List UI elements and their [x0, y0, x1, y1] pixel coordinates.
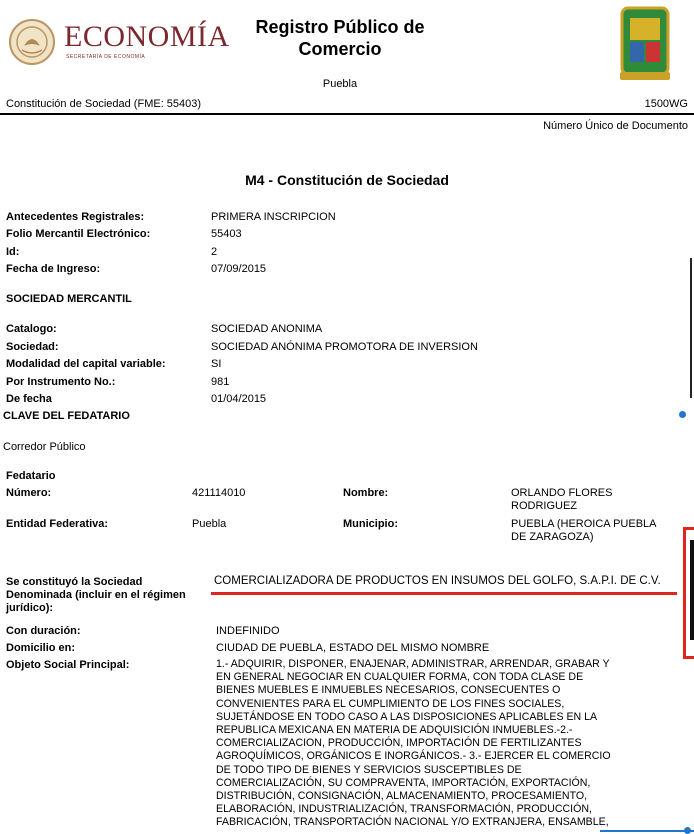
catalogo-label: Catalogo: [6, 323, 57, 335]
numero-label: Número: [6, 487, 52, 499]
denominada-value: COMERCIALIZADORA DE PRODUCTOS EN INSUMOS DEL GOLFO, S.A.P.I. DE C.V. [214, 575, 661, 587]
fecha-ingreso-value: 07/09/2015 [211, 263, 267, 275]
title-line-2: Comercio [298, 39, 382, 59]
denominada-label-line-3: jurídico): [6, 602, 54, 614]
instrumento-label: Por Instrumento No.: [6, 376, 116, 388]
objeto-line: FABRICACIÓN, TRANSPORTACIÓN NACIONAL Y/O EXTRANJERA, ENSAMBLE, [216, 816, 609, 829]
entidad-label: Entidad Federativa: [6, 518, 109, 530]
title-line-1: Registro Público de [255, 17, 425, 37]
highlight-underline [211, 592, 677, 595]
document-title [240, 16, 440, 60]
modalidad-label: Modalidad del capital variable: [6, 358, 166, 370]
sociedad-heading: SOCIEDAD MERCANTIL [6, 293, 132, 305]
objeto-value [216, 658, 611, 830]
antecedentes-value: PRIMERA INSCRIPCION [211, 211, 336, 223]
puebla-crest-icon [616, 4, 674, 84]
nombre-value-line-1: ORLANDO FLORES [511, 487, 613, 499]
entidad-value: Puebla [192, 518, 227, 530]
sociedad-value: SOCIEDAD ANÓNIMA PROMOTORA DE INVERSION [211, 341, 478, 353]
objeto-line: COMERCIALIZACION, PRODUCCIÓN, IMPORTACIÓN DE FERTILIZANTES [216, 737, 582, 750]
de-fecha-value: 01/04/2015 [211, 393, 267, 405]
edge-dark-block [690, 540, 694, 640]
objeto-line: DISTRIBUCIÓN, CONSIGNACIÓN, ALMACENAMIENTO, PROCESAMIENTO, [216, 790, 588, 803]
nombre-value-line-2: RODRIGUEZ [511, 500, 577, 512]
municipio-label: Municipio: [343, 518, 398, 530]
fecha-ingreso-label: Fecha de Ingreso: [6, 263, 101, 275]
duracion-value: INDEFINIDO [216, 625, 280, 637]
municipio-value-line-1: PUEBLA (HEROICA PUEBLA [511, 518, 657, 530]
denominada-label-line-1: Se constituyó la Sociedad [6, 576, 143, 588]
document-code: 1500WG [644, 98, 688, 110]
objeto-line: ELABORACIÓN, INDUSTRIALIZACIÓN, TRANSFORMACIÓN, PRODUCCIÓN, [216, 803, 592, 816]
fedatario-heading: CLAVE DEL FEDATARIO [3, 410, 130, 422]
instrumento-value: 981 [211, 376, 230, 388]
edge-bar [690, 258, 692, 398]
fedatario-label: Fedatario [6, 470, 56, 482]
document-reference: Constitución de Sociedad (FME: 55403) [6, 98, 202, 110]
bottom-edge-line [600, 830, 694, 832]
objeto-line: SUJETÁNDOSE EN TODO CASO A LAS DISPOSICIONES APLICABLES EN LA [216, 710, 598, 723]
objeto-line: BIENES MUEBLES E INMUEBLES NECESARIOS, CONSECUENTES O [216, 684, 561, 697]
state-name: Puebla [322, 78, 358, 90]
antecedentes-label: Antecedentes Registrales: [6, 211, 145, 223]
domicilio-label: Domicilio en: [6, 642, 76, 654]
folio-label: Folio Mercantil Electrónico: [6, 228, 151, 240]
folio-value: 55403 [211, 228, 242, 240]
objeto-line: DE TODO TIPO DE BIENES Y SERVICIOS SUSCEPTIBLES DE [216, 763, 522, 776]
economia-logo [8, 18, 230, 66]
de-fecha-label: De fecha [6, 393, 52, 405]
header-divider [0, 113, 694, 115]
nombre-value [511, 487, 612, 513]
nombre-label: Nombre: [343, 487, 389, 499]
objeto-line: AGROQUÍMICOS, ORGÁNICOS E INORGÁNICOS.- 3.- EJERCER EL COMERCIO [216, 750, 611, 763]
logo-subtitle: SECRETARÍA DE ECONOMÍA [66, 54, 146, 60]
fedatario-type: Corredor Público [3, 441, 86, 453]
logo-title: ECONOMÍA [64, 20, 230, 53]
bottom-marker-dot [684, 827, 691, 834]
denominada-label-line-2: Denominada (incluir en el régimen [6, 589, 186, 601]
duracion-label: Con duración: [6, 625, 81, 637]
domicilio-value: CIUDAD DE PUEBLA, ESTADO DEL MISMO NOMBRE [216, 642, 490, 654]
section-title: M4 - Constitución de Sociedad [245, 172, 449, 188]
mexico-seal-icon [8, 18, 56, 66]
objeto-line: REPUBLICA MEXICANA EN MATERIA DE ADQUISICIÓN INMUEBLES.-2.- [216, 724, 573, 737]
objeto-label: Objeto Social Principal: [6, 659, 130, 671]
sociedad-label: Sociedad: [6, 341, 59, 353]
objeto-line: COMERCIALIZACIÓN, SU COMPRAVENTA, IMPORTACIÓN, EXPORTACIÓN, [216, 776, 591, 789]
municipio-value-line-2: DE ZARAGOZA) [511, 531, 594, 543]
objeto-line: CONVENIENTES PARA EL CUMPLIMIENTO DE LOS FINES SOCIALES, [216, 697, 565, 710]
catalogo-value: SOCIEDAD ANONIMA [211, 323, 323, 335]
id-label: Id: [6, 246, 20, 258]
denominada-label [6, 576, 186, 615]
numero-value: 421114010 [192, 487, 246, 499]
modalidad-value: SI [211, 358, 222, 370]
edge-marker-dot [679, 411, 686, 418]
objeto-line: EN GENERAL NEGOCIAR EN CUALQUIER FORMA, CON TODA CLASE DE [216, 671, 584, 684]
unique-document-label: Número Único de Documento [543, 120, 688, 132]
objeto-line: 1.- ADQUIRIR, DISPONER, ENAJENAR, ADMINISTRAR, ARRENDAR, GRABAR Y [216, 658, 610, 670]
municipio-value [511, 518, 657, 544]
id-value: 2 [211, 246, 218, 258]
